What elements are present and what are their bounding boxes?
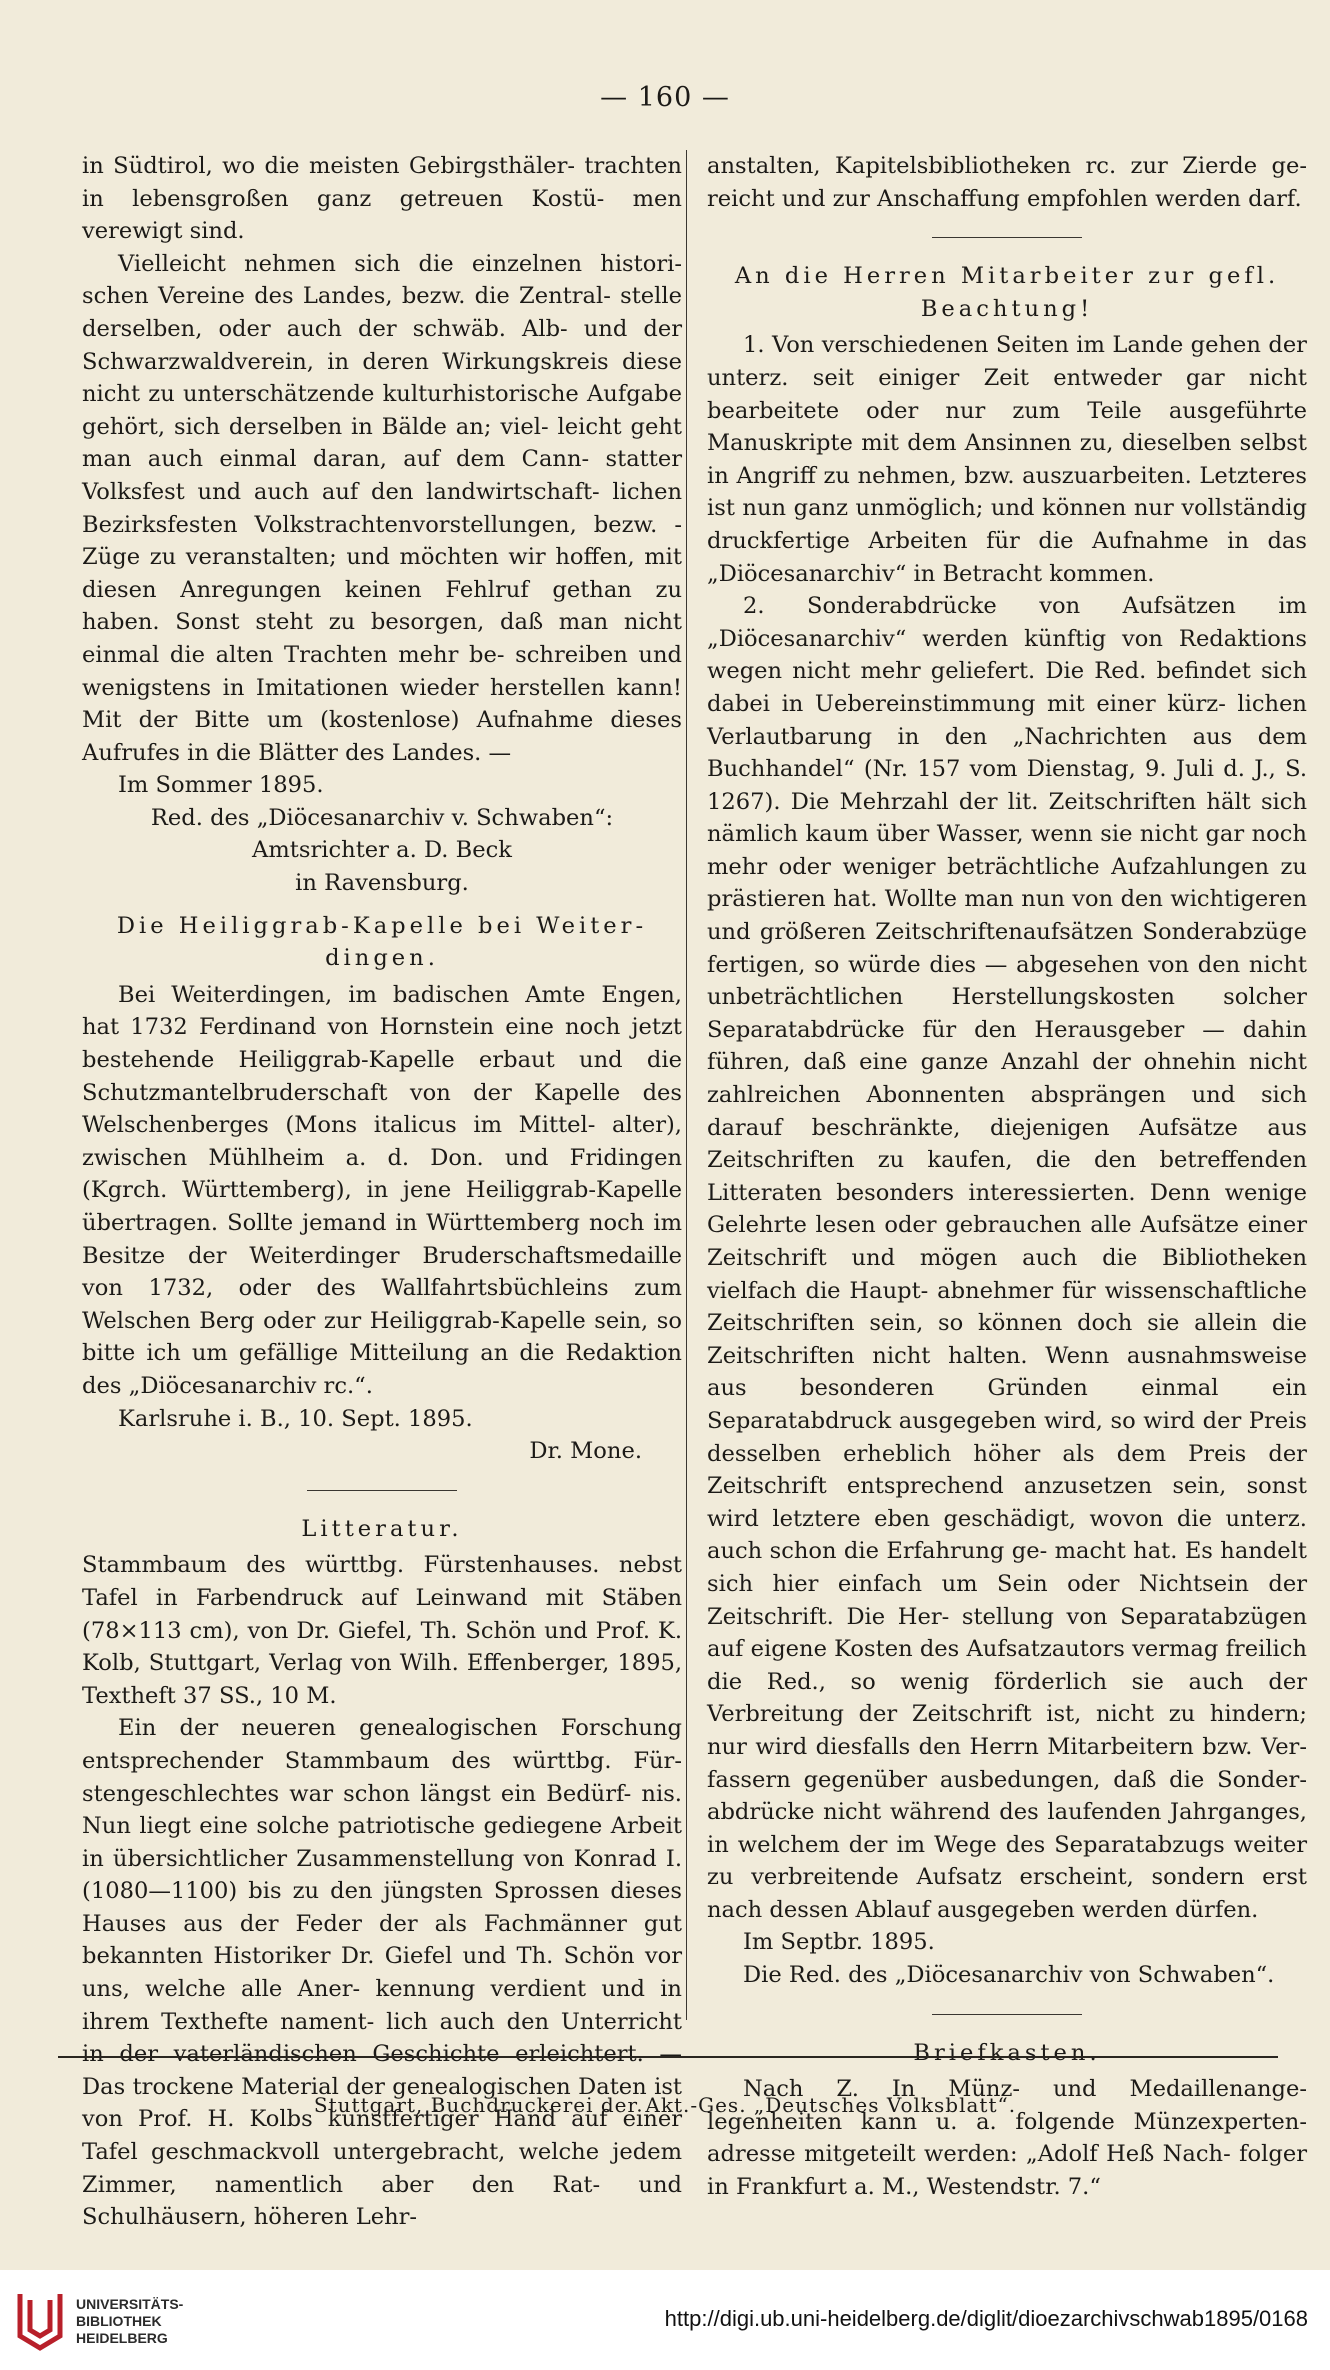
library-name-line: BIBLIOTHEK	[76, 2313, 162, 2329]
paragraph: Im Sommer 1895.	[118, 772, 324, 799]
section-heading: Briefkasten.	[913, 2039, 1101, 2066]
paragraph: Stammbaum des württbg. Fürstenhauses. nebst Tafel in Farbendruck auf Leinwand mit Stäben (78×113 cm), von Dr. Giefel, Th. Schön und Prof. K. Kolb, Stuttgart, Verlag von Wilh. Effenberger, 1895, Textheft 37 SS., 10 M.	[82, 1552, 682, 1709]
column-divider	[686, 150, 687, 2020]
paragraph: Bei Weiterdingen, im badischen Amte Engen, hat 1732 Ferdinand von Hornstein eine noch jetzt bestehende Heiliggrab-Kapelle erbaut und die Schutzmantelbruderschaft von der Kapelle des Welschenberges (Mons italicus im Mittel- alter), zwischen Mühlheim a. d. Don. und Fridingen (Kgrch. Württemberg), in jene Heiliggrab-Kapelle übertragen. Sollte jemand in Württemberg noch im Besitze der Weiterdinger Bruderschaftsmedaille von 1732, oder des Wallfahrtsbüchleins zum Welschen Berg oder zur Heiliggrab-Kapelle sein, so bitte ich um gefällige Mitteilung an die Redaktion des „Diöcesanarchiv rc.“.	[82, 981, 682, 1399]
paragraph: Die Red. des „Diöcesanarchiv von Schwaben“.	[743, 1962, 1275, 1989]
signature-line: Red. des „Diöcesanarchiv v. Schwaben“:	[150, 804, 614, 831]
section-heading: Litteratur.	[301, 1515, 463, 1542]
section-separator	[307, 1490, 457, 1491]
section-separator	[932, 2014, 1082, 2015]
paragraph: Ein der neueren genealogischen Forschung entsprechender Stammbaum des württbg. Für- stengeschlechtes war schon längst ein Bedürf- nis. Nun liegt eine solche patriotische gediegene Arbeit in übersichtlicher Zusammenstellung von Konrad I. (1080—1100) bis zu den jüngsten Sprossen dieses Hauses aus der Feder der als Fachmänner gut bekannten Historiker Dr. Giefel und Th. Schön vor uns, welche alle Aner- kennung verdient und in ihrem Texthefte nament- lich auch den Unterricht in der vaterländischen Geschichte erleichtert. — Das trockene Material der genealogischen Daten ist von Prof. H. Kolbs kunstfertiger Hand auf einer Tafel geschmackvoll untergebracht, welche jedem Zimmer, namentlich aber den Rat- und Schulhäusern, höheren Lehr-	[82, 1715, 682, 2231]
paragraph: Karlsruhe i. B., 10. Sept. 1895.	[118, 1405, 473, 1432]
section-heading: Die Heiliggrab-Kapelle bei Weiter- dingen.	[116, 912, 648, 972]
paragraph: 2. Sonderabdrücke von Aufsätzen im „Diöcesanarchiv“ werden künftig von Redaktions wegen nicht mehr geliefert. Die Red. befindet sich dabei in Uebereinstimmung mit einer kürz- lichen Verlautbarung in den „Nachrichten aus dem Buchhandel“ (Nr. 157 vom Dienstag, 9. Juli d. J., S. 1267). Die Mehrzahl der lit. Zeitschriften hält sich nämlich kaum über Wasser, wenn sie nicht gar noch mehr oder weniger beträchtliche Aufzahlungen zu prästieren hat. Wollte man nun von den wichtigeren und größeren Zeitschriftenaufsätzen Sonderabzüge fertigen, so würde dies — abgesehen von den nicht unbeträchtlichen Herstellungskosten solcher Separatabdrücke für den Herausgeber — dahin führen, daß eine ganze Anzahl der ohnehin nicht zahlreichen Abonnenten absprängen und sich darauf beschränkte, diejenigen Aufsätze aus Zeitschriften zu kaufen, die den betreffenden Litteraten besonders interessierten. Denn wenige Gelehrte lesen oder gebrauchen alle Aufsätze einer Zeitschrift und mögen auch die Bibliotheken vielfach die Haupt- abnehmer für wissenschaftliche Zeitschriften sein, so können doch sie allein die Zeitschriften nicht halten. Wenn ausnahmsweise aus besonderen Gründen einmal ein Separatabdruck ausgegeben wird, so wird der Preis desselben erheblich höher als dem Preis der Zeitschrift entsprechend anzusetzen sein, sonst wird letztere eben geschädigt, wovon die unterz. auch schon die Erfahrung ge- macht hat. Es handelt sich hier einfach um Sein oder Nichtsein der Zeitschrift. Die Her- stellung von Separatabzügen auf eigene Kosten des Aufsatzautors vermag freilich die Red., so wenig förderlich sie auch der Verbreitung der Zeitschrift ist, nicht zu hindern; nur wird diesfalls den Herrn Mitarbeitern bzw. Ver- fassern gegenüber ausbedungen, daß die Sonder- abdrücke nicht während des laufenden Jahrganges, in welchem der im Wege des Separatabzugs weiter zu verbreitende Aufsatz erscheint, sondern erst nach dessen Ablauf ausgegeben werden dürfen.	[707, 593, 1307, 1923]
right-column	[707, 150, 1307, 2204]
paragraph: Vielleicht nehmen sich die einzelnen histori- schen Vereine des Landes, bezw. die Zentral- stelle derselben, oder auch der schwäb. Alb- und der Schwarzwaldverein, in deren Wirkungskreis diese nicht zu unterschätzende kulturhistorische Aufgabe gehört, sich derselben in Bälde an; viel- leicht geht man auch einmal daran, auf dem Cann- statter Volksfest und auch auf den landwirtschaft- lichen Bezirksfesten Volkstrachtenvorstellungen, bezw. -Züge zu veranstalten; und möchten wir hoffen, mit diesen Anregungen keinen Fehlruf gethan zu haben. Sonst steht zu besorgen, daß man nicht einmal die alten Trachten mehr be- schreiben und wenigstens in Imitationen wieder herstellen kann! Mit der Bitte um (kostenlose) Aufnahme dieses Aufrufes in die Blätter des Landes. —	[82, 250, 682, 766]
footer-rule	[58, 2056, 1278, 2058]
paragraph: Nach Z. In Münz- und Medaillenange- legenheiten kann u. a. folgende Münzexperten- adresse mitgeteilt werden: „Adolf Heß Nach- folger in Frankfurt a. M., Westendstr. 7.“	[707, 2076, 1307, 2201]
library-name-line: UNIVERSITÄTS-	[76, 2296, 184, 2312]
signature-line: in Ravensburg.	[295, 870, 469, 897]
section-separator	[932, 237, 1082, 238]
library-name-line: HEIDELBERG	[76, 2330, 168, 2346]
page-number: — 160 —	[600, 82, 730, 113]
library-name	[76, 2296, 183, 2347]
source-url-link[interactable]: http://digi.ub.uni-heidelberg.de/diglit/dioezarchivschwab1895/0168	[664, 2306, 1308, 2331]
university-library-logo-icon	[14, 2286, 66, 2354]
author-signature: Dr. Mone.	[529, 1438, 642, 1465]
signature-line: Amtsrichter a. D. Beck	[252, 837, 512, 864]
paragraph: anstalten, Kapitelsbibliotheken rc. zur Zierde ge- reicht und zur Anschaffung empfohlen werden darf.	[707, 153, 1307, 212]
paragraph: in Südtirol, wo die meisten Gebirgsthäler- trachten in lebensgroßen ganz getreuen Kostü- men verewigt sind.	[82, 153, 682, 245]
printer-line: Stuttgart, Buchdruckerei der Akt.-Ges. „Deutsches Volksblatt“.	[313, 2093, 1017, 2117]
paragraph: Im Septbr. 1895.	[743, 1929, 935, 1956]
section-heading: An die Herren Mitarbeiter zur gefl. Beachtung!	[734, 263, 1280, 322]
left-column	[82, 150, 682, 2234]
paragraph: 1. Von verschiedenen Seiten im Lande gehen der unterz. seit einiger Zeit entweder gar nicht bearbeitete oder nur zum Teile ausgeführte Manuskripte mit dem Ansinnen zu, dieselben selbst in Angriff zu nehmen, bzw. auszuarbeiten. Letzteres ist nun ganz unmöglich; und können nur vollständig druckfertige Arbeiten für die Aufnahme in das „Diöcesanarchiv“ in Betracht kommen.	[707, 332, 1307, 587]
